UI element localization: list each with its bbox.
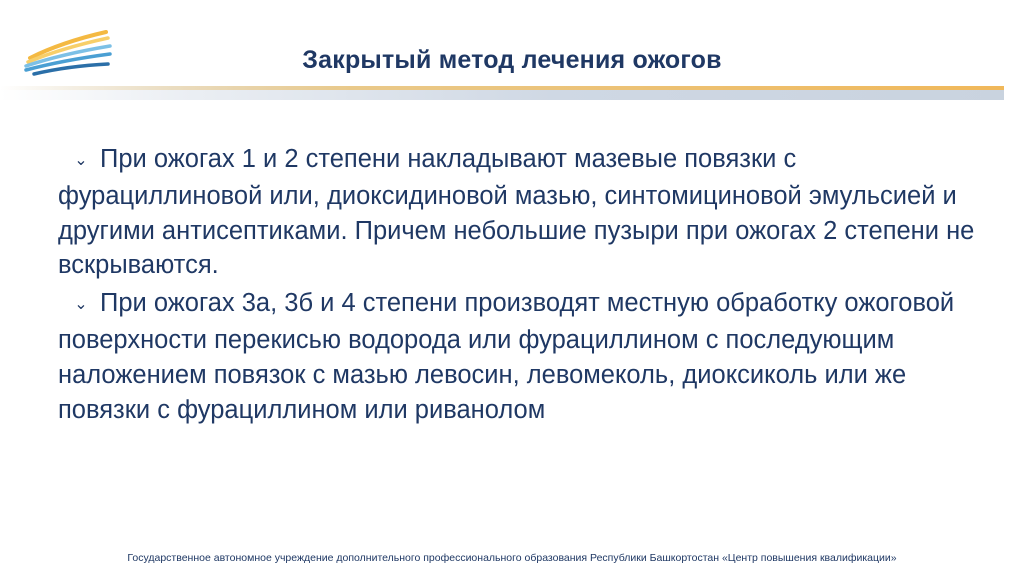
bullet-text: При ожогах 3а, 3б и 4 степени производят местную обработку ожоговой поверхности перекисью водорода или фурациллином с последующим наложением повязок с мазью левосин, левомеколь, диоксиколь или же повязки с фурациллином или риванолом	[58, 289, 955, 424]
bullet-item-2	[58, 286, 988, 427]
slide-content	[58, 142, 988, 430]
footer-text: Государственное автономное учреждение дополнительного профессионального образования Республики Башкортостан «Центр повышения квалификации»	[127, 552, 897, 564]
bullet-text: При ожогах 1 и 2 степени накладывают мазевые повязки с фурациллиновой или, диоксидиновой мазью, синтомициновой эмульсией и другими антисептиками. Причем небольшие пузыри при ожогах 2 степени не вскрываются.	[58, 145, 975, 280]
header-divider-band	[0, 86, 1004, 100]
bullet-item-1	[58, 142, 988, 283]
chevron-down-icon: ⌄	[74, 152, 88, 169]
slide-title: Закрытый метод лечения ожогов	[302, 46, 722, 74]
chevron-down-icon: ⌄	[74, 296, 88, 314]
